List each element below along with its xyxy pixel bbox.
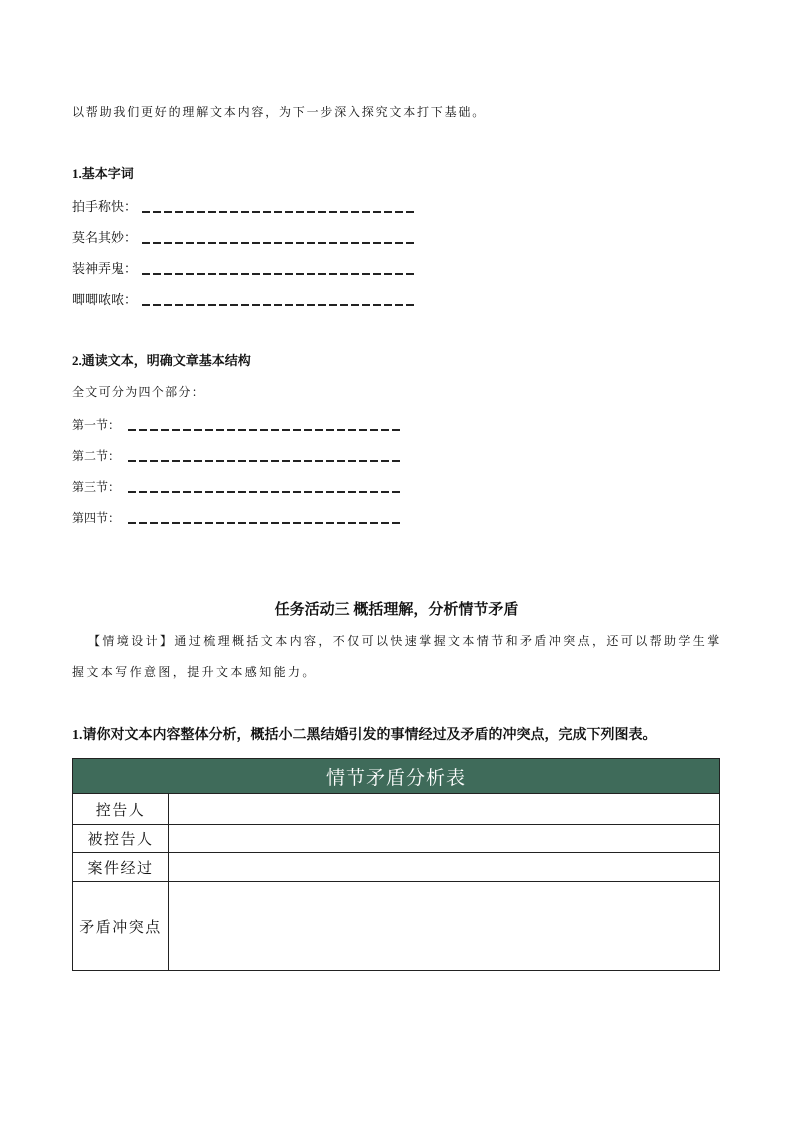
answer-blank xyxy=(128,460,400,462)
answer-blank xyxy=(142,211,415,213)
word-item xyxy=(72,198,415,216)
table-row xyxy=(73,881,719,970)
plot-conflict-analysis-table xyxy=(72,758,720,971)
word-item xyxy=(72,229,415,247)
word-label: 莫名其妙： xyxy=(72,230,138,245)
table-row xyxy=(73,852,719,881)
answer-blank xyxy=(142,242,415,244)
word-label: 拍手称快： xyxy=(72,199,138,214)
row-label: 案件经过 xyxy=(73,853,169,881)
scenario-text-line: 【情境设计】通过梳理概括文本内容，不仅可以快速掌握文本情节和矛盾冲突点，还可以帮助学生掌 xyxy=(88,634,722,648)
word-item xyxy=(72,260,415,278)
row-answer-cell xyxy=(169,794,719,824)
section-heading-structure: 2.通读文本，明确文章基本结构 xyxy=(72,353,251,368)
table-title-row xyxy=(73,759,719,793)
structure-item xyxy=(72,447,400,465)
word-label: 装神弄鬼： xyxy=(72,261,138,276)
section-label: 第三节： xyxy=(72,480,121,494)
structure-item xyxy=(72,509,400,527)
answer-blank xyxy=(128,522,400,524)
answer-blank xyxy=(128,429,400,431)
word-item xyxy=(72,291,415,309)
row-answer-cell xyxy=(169,882,719,970)
structure-item xyxy=(72,478,400,496)
table-title: 情节矛盾分析表 xyxy=(325,767,466,789)
row-label: 控告人 xyxy=(73,794,169,824)
task-title: 任务活动三 概括理解，分析情节矛盾 xyxy=(274,602,519,618)
section-heading-basic-words: 1.基本字词 xyxy=(72,166,134,181)
question-text: 1.请你对文本内容整体分析，概括小二黑结婚引发的事情经过及矛盾的冲突点，完成下列图表。 xyxy=(72,728,657,743)
row-label: 被控告人 xyxy=(73,825,169,852)
scenario-text-line: 握文本写作意图，提升文本感知能力。 xyxy=(72,665,317,679)
section-label: 第四节： xyxy=(72,511,121,525)
structure-intro-text: 全文可分为四个部分： xyxy=(72,385,206,399)
structure-item xyxy=(72,416,400,434)
word-label: 唧唧哝哝： xyxy=(72,292,138,307)
answer-blank xyxy=(128,491,400,493)
table-row xyxy=(73,793,719,824)
table-row xyxy=(73,824,719,852)
row-label: 矛盾冲突点 xyxy=(73,882,169,970)
section-label: 第一节： xyxy=(72,418,121,432)
intro-continuation-text: 以帮助我们更好的理解文本内容，为下一步深入探究文本打下基础。 xyxy=(72,105,487,119)
row-answer-cell xyxy=(169,853,719,881)
row-answer-cell xyxy=(169,825,719,852)
answer-blank xyxy=(142,273,415,275)
answer-blank xyxy=(142,304,415,306)
section-label: 第二节： xyxy=(72,449,121,463)
